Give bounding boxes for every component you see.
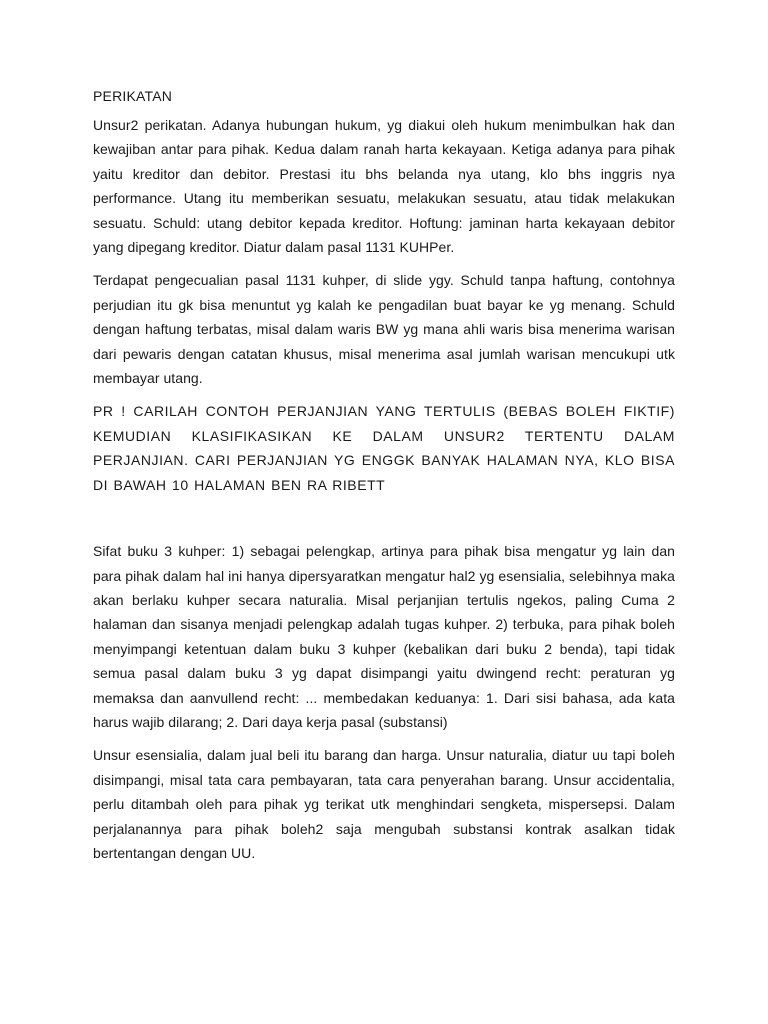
paragraph-pr-assignment: PR ! CARILAH CONTOH PERJANJIAN YANG TERTULIS (BEBAS BOLEH FIKTIF) KEMUDIAN KLASIFIKASIKAN KE DALAM UNSUR2 TERTENTU DALAM PERJANJIAN. CARI PERJANJIAN YG ENGGK BANYAK HALAMAN NYA, KLO BISA DI BAWAH 10 HALAMAN BEN RA RIBETT	[93, 403, 675, 493]
document-page	[93, 84, 675, 874]
paragraph-unsur-perikatan: Unsur2 perikatan. Adanya hubungan hukum, yg diakui oleh hukum menimbulkan hak dan kewajiban antar para pihak. Kedua dalam ranah harta kekayaan. Ketiga adanya para pihak yaitu kreditor dan debitor. Prestasi itu bhs belanda nya utang, klo bhs inggris nya performance. Utang itu memberikan sesuatu, melakukan sesuatu, atau tidak melakukan sesuatu. Schuld: utang debitor kepada kreditor. Hoftung: jaminan harta kekayaan debitor yang dipegang kreditor. Diatur dalam pasal 1131 KUHPer.	[93, 117, 675, 256]
paragraph-sifat-buku-3: Sifat buku 3 kuhper: 1) sebagai pelengkap, artinya para pihak bisa mengatur yg lain dan para pihak dalam hal ini hanya dipersyaratkan mengatur hal2 yg esensialia, selebihnya maka akan berlaku kuhper secara naturalia. Misal perjanjian tertulis ngekos, paling Cuma 2 halaman dan sisanya menjadi pelengkap adalah tugas kuhper. 2) terbuka, para pihak boleh menyimpangi ketentuan dalam buku 3 kuhper (kebalikan dari buku 2 benda), tapi tidak semua pasal dalam buku 3 yg dapat disimpangi yaitu dwingend recht: peraturan yg memaksa dan aanvullend recht: ... membedakan keduanya: 1. Dari sisi bahasa, ada kata harus wajib dilarang; 2. Dari daya kerja pasal (substansi)	[93, 543, 675, 730]
document-title: PERIKATAN	[93, 88, 173, 104]
paragraph-pengecualian: Terdapat pengecualian pasal 1131 kuhper, di slide ygy. Schuld tanpa haftung, contohnya perjudian itu gk bisa menuntut yg kalah ke pengadilan buat bayar ke yg menang. Schuld dengan haftung terbatas, misal dalam waris BW yg mana ahli waris bisa menerima warisan dari pewaris dengan catatan khusus, misal menerima asal jumlah warisan mencukupi utk membayar utang.	[93, 272, 675, 387]
paragraph-unsur-esensialia: Unsur esensialia, dalam jual beli itu barang dan harga. Unsur naturalia, diatur uu tapi boleh disimpangi, misal tata cara pembayaran, tata cara penyerahan barang. Unsur accidentalia, perlu ditambah oleh para pihak yg terikat utk menghindari sengketa, mispersepsi. Dalam perjalanannya para pihak boleh2 saja mengubah substansi kontrak asalkan tidak bertentangan dengan UU.	[93, 747, 675, 861]
